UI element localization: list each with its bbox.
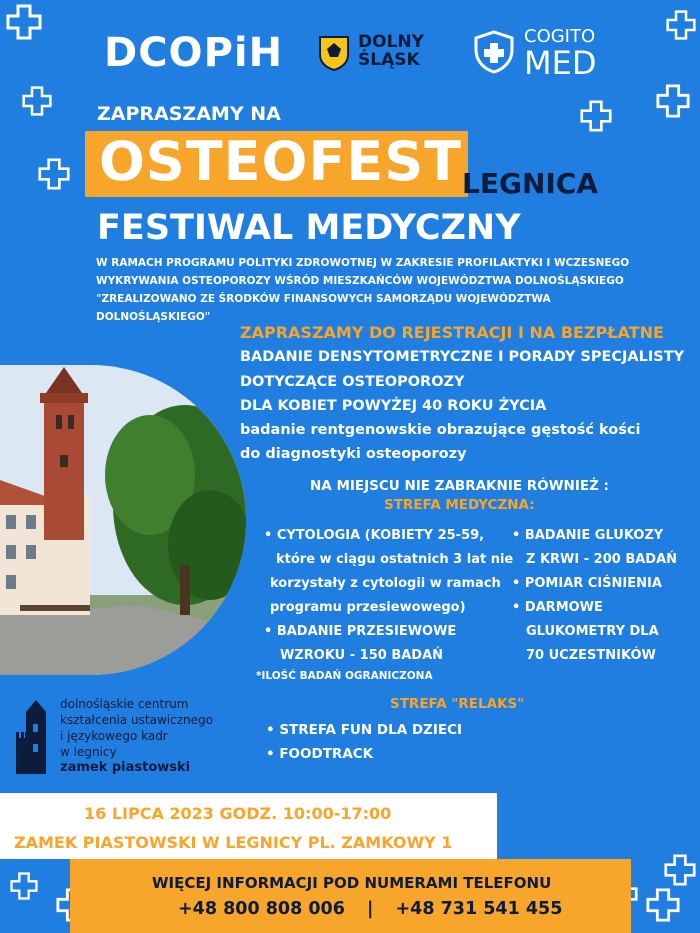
list-item: • BADANIE GLUKOZY [512,528,664,543]
cogito-shield-icon [472,30,516,74]
dolny-slask-line-2: ŚLĄSK [358,50,420,70]
castle-logo-text [60,696,213,776]
contact-heading: WIĘCEJ INFORMACJI POD NUMERAMI TELEFONU [152,874,552,892]
castle-logo-line: kształcenia ustawicznego [60,713,213,727]
contact-phones [178,899,562,919]
phone-number[interactable]: +48 800 808 006 [178,899,345,919]
program-line: W RAMACH PROGRAMU POLITYKI ZDROWOTNEJ W ZAKRESIE PROFILAKTYKI I WCZESNEGO [96,257,630,269]
list-item: GLUKOMETRY DLA [526,624,659,639]
plus-icon [656,84,690,118]
medical-zone-heading: STREFA MEDYCZNA: [384,497,535,513]
plus-icon [580,100,612,132]
castle-icon [14,698,66,778]
dcopih-logo [104,30,283,76]
list-item: • DARMOWE [512,600,603,615]
registration-line: DOTYCZĄCE OSTEOPOROZY [240,374,465,390]
program-line: WYKRYWANIA OSTEOPOROZY WŚRÓD MIESZKAŃCÓW WOJEWÓDZTWA DOLNOŚLĄSKIEGO [96,275,624,287]
list-item: • STREFA FUN DLA DZIECI [266,722,463,738]
dcopih-logo-text: DCOPiH [104,30,284,76]
castle-photo [0,365,246,675]
event-title: OSTEOFEST [99,130,462,193]
event-date: 16 LIPCA 2023 GODZ. 10:00-17:00 [84,804,392,823]
registration-line: badanie rentgenowskie obrazujące gęstość kości [240,422,641,438]
invite-text: ZAPRASZAMY NA [97,103,281,125]
registration-line: do diagnostyki osteoporozy [240,446,467,462]
list-item: • FOODTRACK [266,746,374,762]
relax-zone-heading: STREFA "RELAKS" [390,696,525,712]
phone-separator: | [366,899,374,919]
plus-icon [10,872,38,900]
plus-icon [664,854,696,886]
cogito-logo-top: COGITO [524,26,596,47]
registration-heading: ZAPRASZAMY DO REJESTRACJI I NA BEZPŁATNE [240,323,664,342]
castle-logo-line: dolnośląskie centrum [60,697,189,711]
event-place: ZAMEK PIASTOWSKI W LEGNICY PL. ZAMKOWY 1 [14,833,453,852]
cogito-logo-bottom: MED [524,44,597,82]
castle-photo-illustration [0,365,246,675]
program-description [96,254,676,326]
list-item: • BADANIE PRZESIEWOWE [264,624,457,639]
event-subtitle: FESTIWAL MEDYCZNY [97,208,521,248]
castle-logo-line: w legnicy [60,745,117,759]
list-item: korzystały z cytologii w ramach [270,576,501,591]
medical-list-right [512,524,677,668]
registration-line: BADANIE DENSYTOMETRYCZNE I PORADY SPECJALISTY [240,349,685,365]
event-city: LEGNICA [462,167,599,200]
dolny-slask-logo [358,33,424,69]
list-item: • POMIAR CIŚNIENIA [512,576,662,591]
plus-icon [22,86,52,116]
list-item: WZROKU - 150 BADAŃ [280,648,444,663]
plus-icon [6,4,42,40]
list-item: które w ciągu ostatnich 3 lat nie [276,552,514,567]
list-item: • CYTOLOGIA (KOBIETY 25-59, [264,528,485,543]
plus-icon [38,158,70,190]
contact-box [70,859,631,933]
list-item: Z KRWI - 200 BADAŃ [526,552,678,567]
medical-list-left [258,524,513,668]
registration-line: DLA KOBIET POWYŻEJ 40 ROKU ŻYCIA [240,398,547,414]
also-available-heading: NA MIEJSCU NIE ZABRAKNIE RÓWNIEŻ : [310,478,609,494]
castle-logo-line: i językowego kadr [60,729,168,743]
list-item: programu przesiewowego) [270,600,466,615]
program-line: DOLNOŚLĄSKIEGO" [96,311,211,323]
relax-list [266,718,462,766]
phone-number[interactable]: +48 731 541 455 [395,899,563,919]
program-line: "ZREALIZOWANO ZE ŚRODKÓW FINANSOWYCH SAMORZĄDU WOJEWÓDZTWA [96,293,551,305]
plus-icon [666,10,696,40]
dolny-slask-line-1: DOLNY [358,32,424,52]
plus-icon [646,888,680,922]
list-item: 70 UCZESTNIKÓW [526,648,656,663]
dolny-slask-shield-icon [318,35,350,71]
castle-logo-line: zamek piastowski [60,760,191,775]
limited-note: *ILOŚĆ BADAŃ OGRANICZONA [256,670,433,682]
